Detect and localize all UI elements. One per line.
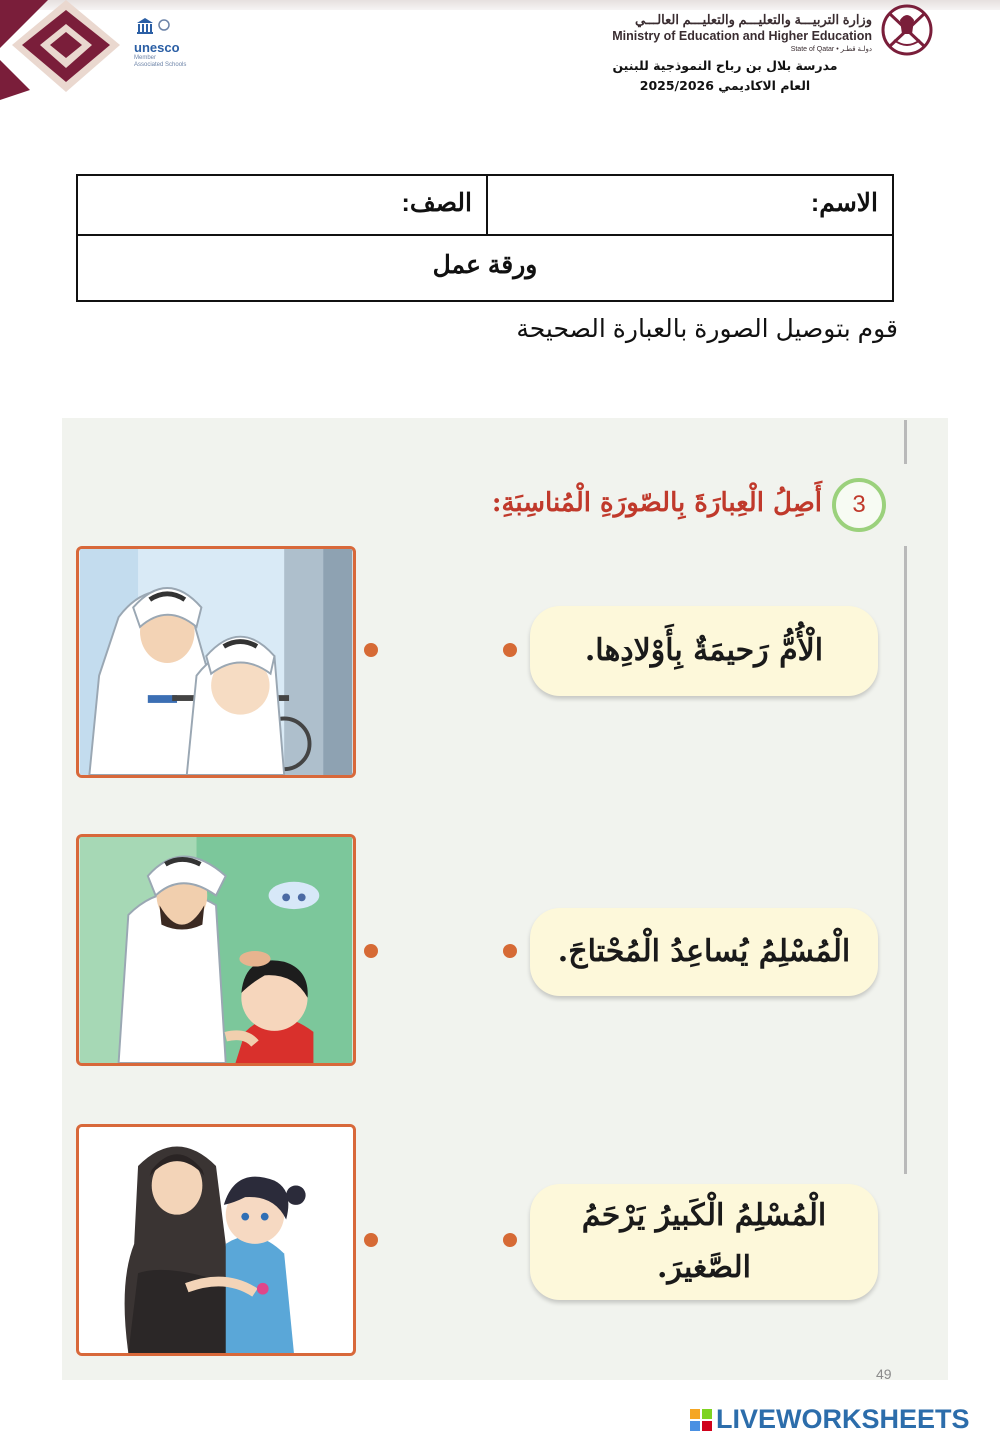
student-info-table [76, 174, 894, 302]
picture-2-dot[interactable] [364, 944, 378, 958]
page-number: 49 [876, 1366, 892, 1382]
sentence-1-dot[interactable] [503, 643, 517, 657]
qatar-emblem-icon [876, 0, 938, 58]
picture-wheelchair[interactable] [76, 546, 356, 778]
exercise-number-badge: 3 [832, 478, 886, 532]
man-patting-boy-illustration-icon [79, 837, 353, 1063]
father-wheelchair-illustration-icon [79, 549, 353, 775]
brand-text: LIVEWORKSHEETS [716, 1404, 970, 1434]
unesco-temple-icon [134, 16, 174, 36]
unesco-sub-1: Member [134, 55, 157, 61]
name-label: الاسم: [810, 189, 878, 217]
sentence-2-dot[interactable] [503, 944, 517, 958]
page-margin-line [904, 546, 907, 1174]
sentence-3-dot[interactable] [503, 1233, 517, 1247]
sentence-2-bubble[interactable]: الْمُسْلِمُ يُساعِدُ الْمُحْتاجَ. [530, 908, 878, 996]
school-name: مدرسة بلال بن رباح النموذجية للبنين [612, 58, 838, 73]
liveworksheets-brand[interactable] [690, 1404, 970, 1435]
picture-mother-girl[interactable] [76, 1124, 356, 1356]
sentence-3-bubble[interactable]: الْمُسْلِمُ الْكَبيرُ يَرْحَمُ الصَّغيرَ. [530, 1184, 878, 1300]
worksheet-title: ورقة عمل [432, 251, 538, 279]
unesco-logo [134, 16, 204, 69]
ministry-english: Ministry of Education and Higher Education [612, 29, 872, 43]
school-diamond-logo-icon [0, 0, 120, 100]
liveworksheets-grid-icon [690, 1407, 714, 1429]
school-info [560, 56, 890, 96]
class-label: الصف: [401, 189, 472, 217]
ministry-arabic: وزارة التربيـــة والتعليـــم والتعليـــم العالـــي [634, 12, 872, 27]
ministry-block [612, 12, 872, 53]
exercise-heading: أَصِلُ الْعِبارَةَ بِالصّورَةِ الْمُناسِبَةِ: [491, 488, 822, 518]
unesco-title: unesco [134, 40, 180, 55]
picture-1-dot[interactable] [364, 643, 378, 657]
name-class-row [78, 176, 892, 236]
picture-man-boy[interactable] [76, 834, 356, 1066]
instruction-text: قوم بتوصيل الصورة بالعبارة الصحيحة [516, 315, 898, 343]
state-label: State of Qatar • دولـة قطـر [790, 46, 872, 53]
sentence-1-bubble[interactable]: الْأُمُّ رَحيمَةٌ بِأَوْلادِها. [530, 606, 878, 696]
mother-hugging-girl-illustration-icon [79, 1127, 353, 1353]
top-decor-strip [0, 0, 1000, 10]
page-margin-line-top [904, 420, 907, 464]
academic-year: العام الاكاديمي 2025/2026 [639, 78, 811, 93]
picture-3-dot[interactable] [364, 1233, 378, 1247]
unesco-sub-2: Associated Schools [134, 62, 187, 68]
cell-divider [486, 176, 488, 234]
